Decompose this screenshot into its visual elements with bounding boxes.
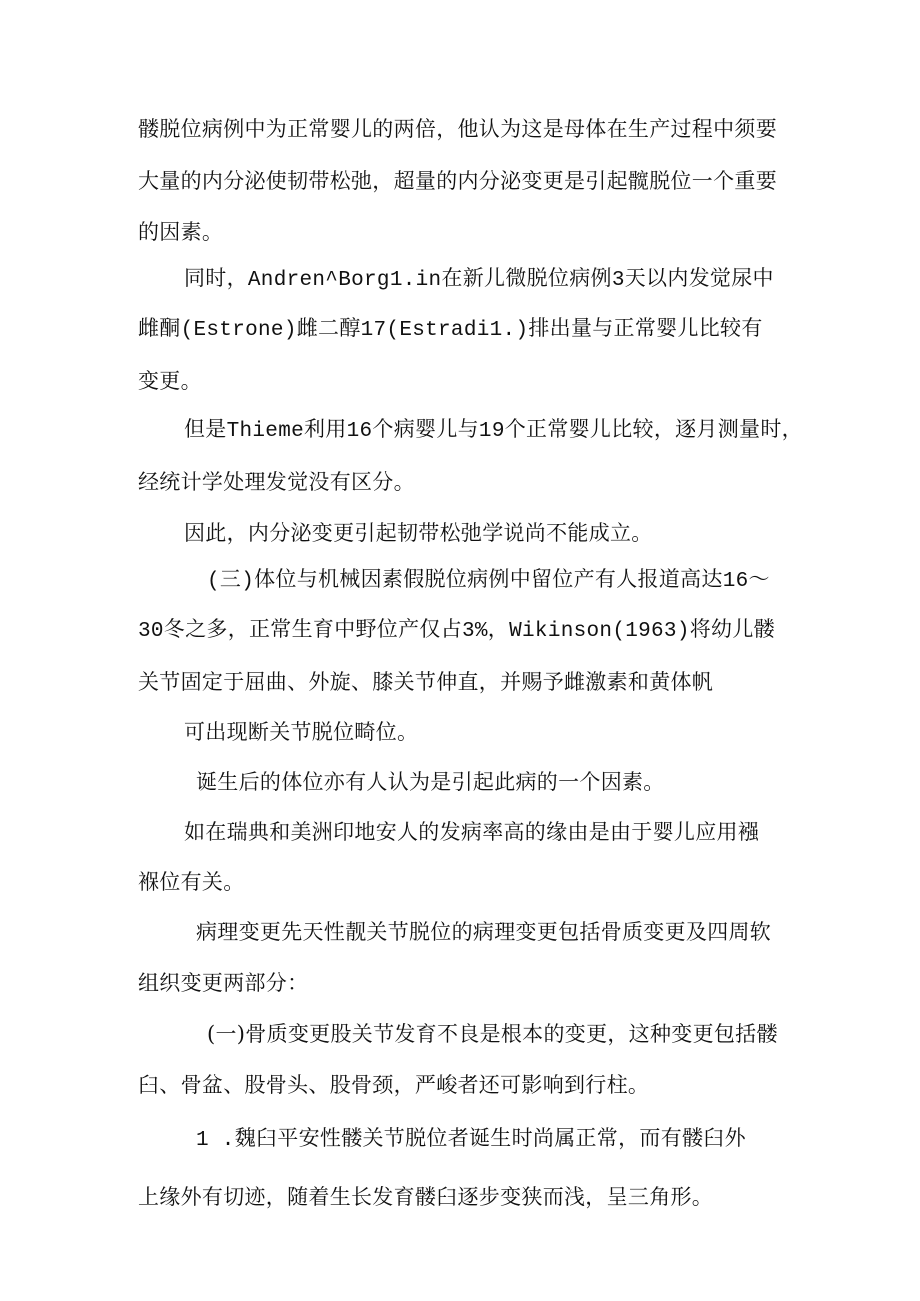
text-line-6: 变更。: [138, 369, 202, 393]
text-line-13: 可出现断关节脱位畸位。: [184, 720, 419, 744]
text-line-1: 髅脱位病例中为正常婴儿的两倍，他认为这是母体在生产过程中须要: [138, 117, 777, 141]
text-line-11: 30冬之多，正常生育中野位产仅占3%，Wikinson(1963)将幼儿髅: [138, 620, 775, 643]
text-line-21: 1 .魏臼平安性髅关节脱位者诞生时尚属正常，而有髅臼外: [196, 1129, 746, 1152]
text-line-12: 关节固定于屈曲、外旋、膝关节伸直，并赐予雌激素和黄体帆: [138, 670, 714, 694]
text-line-16: 褓位有关。: [138, 870, 245, 894]
text-line-2: 大量的内分泌使韧带松弛，超量的内分泌变更是引起髋脱位一个重要: [138, 169, 777, 193]
text-line-22: 上缘外有切迹，随着生长发育髅臼逐步变狭而浅，呈三角形。: [138, 1185, 714, 1209]
text-line-18: 组织变更两部分：: [138, 971, 309, 995]
text-line-14: 诞生后的体位亦有人认为是引起此病的一个因素。: [196, 770, 665, 794]
text-line-9: 因此，内分泌变更引起韧带松弛学说尚不能成立。: [184, 521, 653, 545]
text-line-3: 的因素。: [138, 220, 224, 244]
text-line-7: 但是Thieme利用16个病婴儿与19个正常婴儿比较，逐月测量时，: [184, 420, 803, 443]
text-line-5: 雌酮(Estrone)雌二醇17(Estradi1.)排出量与正常婴儿比较有: [138, 319, 763, 342]
text-line-10: (三)体位与机械因素假脱位病例中留位产有人报道高达16～: [207, 570, 770, 593]
text-line-19: (一)骨质变更股关节发育不良是根本的变更，这种变更包括髅: [207, 1022, 778, 1046]
text-line-20: 臼、骨盆、股骨头、股骨颈，严峻者还可影响到行柱。: [138, 1073, 650, 1097]
text-line-15: 如在瑞典和美洲印地安人的发病率高的缘由是由于婴儿应用襁: [184, 820, 760, 844]
text-line-8: 经统计学处理发觉没有区分。: [138, 470, 415, 494]
text-line-17: 病理变更先天性靓关节脱位的病理变更包括骨质变更及四周软: [196, 920, 772, 944]
text-line-4: 同时，Andren^Borg1.in在新儿微脱位病例3天以内发觉尿中: [184, 269, 774, 292]
